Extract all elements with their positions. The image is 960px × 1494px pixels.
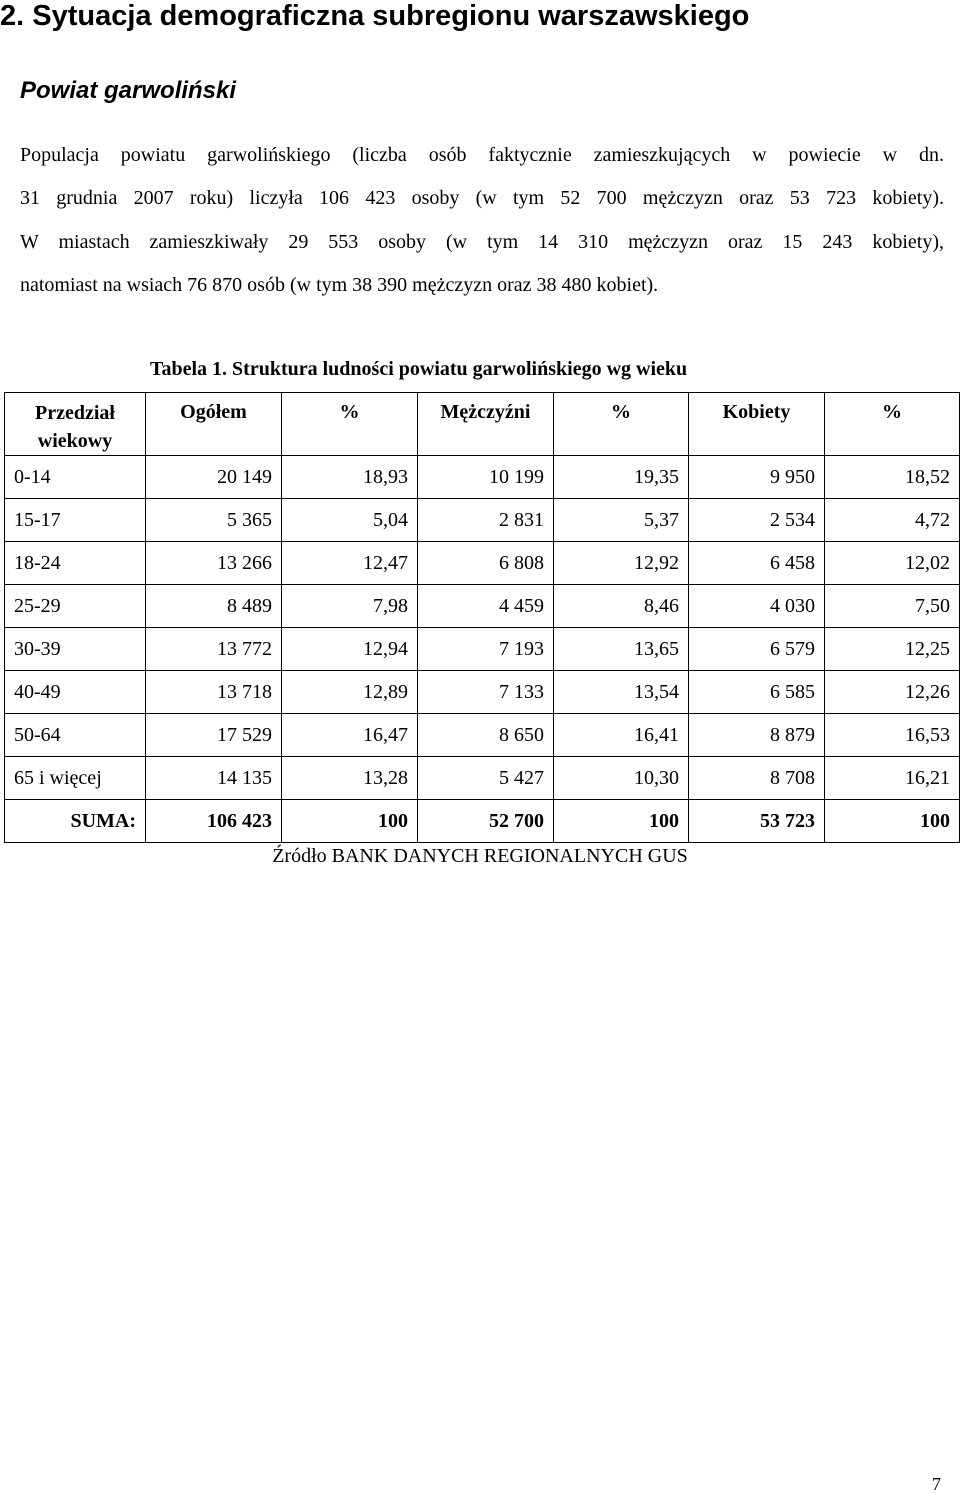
cell-men: 4 459 <box>418 585 554 628</box>
cell-age-range: 15-17 <box>5 499 146 542</box>
cell-total: 17 529 <box>146 714 282 757</box>
page-number: 7 <box>932 1474 941 1494</box>
cell-women-percent: 16,53 <box>825 714 960 757</box>
cell-total: 8 489 <box>146 585 282 628</box>
cell-men: 10 199 <box>418 456 554 499</box>
cell-age-range: 50-64 <box>5 714 146 757</box>
cell-total: 13 266 <box>146 542 282 585</box>
cell-total-percent: 12,94 <box>282 628 418 671</box>
cell-total-percent: 18,93 <box>282 456 418 499</box>
cell-sum-label: SUMA: <box>5 800 146 843</box>
cell-total: 13 772 <box>146 628 282 671</box>
cell-women: 8 879 <box>689 714 825 757</box>
section-heading: 2. Sytuacja demograficzna subregionu warszawskiego <box>0 0 750 32</box>
cell-total-percent: 13,28 <box>282 757 418 800</box>
cell-men-percent: 16,41 <box>554 714 689 757</box>
age-structure-table <box>4 392 960 843</box>
cell-women: 6 585 <box>689 671 825 714</box>
cell-women-percent: 12,02 <box>825 542 960 585</box>
cell-women: 9 950 <box>689 456 825 499</box>
table-header-row <box>5 393 960 456</box>
cell-sum-total-percent: 100 <box>282 800 418 843</box>
cell-total: 5 365 <box>146 499 282 542</box>
cell-total-percent: 12,47 <box>282 542 418 585</box>
paragraph-line: natomiast na wsiach 76 870 osób (w tym 38 390 mężczyzn oraz 38 480 kobiet). <box>20 274 659 296</box>
cell-age-range: 65 i więcej <box>5 757 146 800</box>
cell-total: 14 135 <box>146 757 282 800</box>
cell-men-percent: 13,65 <box>554 628 689 671</box>
cell-men-percent: 8,46 <box>554 585 689 628</box>
paragraph-line: 31 grudnia 2007 roku) liczyła 106 423 osoby (w tym 52 700 mężczyzn oraz 53 723 kobiety). <box>20 187 944 209</box>
cell-sum-women-percent: 100 <box>825 800 960 843</box>
cell-women: 6 579 <box>689 628 825 671</box>
table-row <box>5 628 960 671</box>
cell-age-range: 25-29 <box>5 585 146 628</box>
cell-men-percent: 19,35 <box>554 456 689 499</box>
header-men: Mężczyźni <box>418 393 554 456</box>
cell-men: 7 193 <box>418 628 554 671</box>
cell-total-percent: 12,89 <box>282 671 418 714</box>
header-total-percent: % <box>282 393 418 456</box>
paragraph-line: W miastach zamieszkiwały 29 553 osoby (w tym 14 310 mężczyzn oraz 15 243 kobiety), <box>20 231 944 253</box>
cell-total-percent: 16,47 <box>282 714 418 757</box>
source-note: Źródło BANK DANYCH REGIONALNYCH GUS <box>272 845 688 867</box>
cell-women: 6 458 <box>689 542 825 585</box>
cell-women-percent: 12,25 <box>825 628 960 671</box>
cell-women-percent: 16,21 <box>825 757 960 800</box>
table-row <box>5 585 960 628</box>
table-row <box>5 499 960 542</box>
header-women: Kobiety <box>689 393 825 456</box>
cell-men: 2 831 <box>418 499 554 542</box>
table-row <box>5 757 960 800</box>
cell-women: 8 708 <box>689 757 825 800</box>
cell-women-percent: 7,50 <box>825 585 960 628</box>
header-age-range: Przedział wiekowy <box>5 393 146 456</box>
header-men-percent: % <box>554 393 689 456</box>
cell-men: 7 133 <box>418 671 554 714</box>
cell-men: 6 808 <box>418 542 554 585</box>
cell-women: 2 534 <box>689 499 825 542</box>
cell-total: 20 149 <box>146 456 282 499</box>
paragraph-line: Populacja powiatu garwolińskiego (liczba osób faktycznie zamieszkujących w powiecie w dn. <box>20 144 944 166</box>
cell-total-percent: 7,98 <box>282 585 418 628</box>
cell-men-percent: 10,30 <box>554 757 689 800</box>
cell-sum-men-percent: 100 <box>554 800 689 843</box>
cell-women-percent: 4,72 <box>825 499 960 542</box>
table-row <box>5 671 960 714</box>
cell-men-percent: 13,54 <box>554 671 689 714</box>
table-sum-row <box>5 800 960 843</box>
header-total: Ogółem <box>146 393 282 456</box>
table-row <box>5 542 960 585</box>
cell-women-percent: 18,52 <box>825 456 960 499</box>
cell-sum-total: 106 423 <box>146 800 282 843</box>
cell-age-range: 40-49 <box>5 671 146 714</box>
cell-women: 4 030 <box>689 585 825 628</box>
table-row <box>5 456 960 499</box>
cell-age-range: 18-24 <box>5 542 146 585</box>
cell-sum-men: 52 700 <box>418 800 554 843</box>
cell-men-percent: 12,92 <box>554 542 689 585</box>
table-row <box>5 714 960 757</box>
cell-men-percent: 5,37 <box>554 499 689 542</box>
header-women-percent: % <box>825 393 960 456</box>
cell-total-percent: 5,04 <box>282 499 418 542</box>
table-caption: Tabela 1. Struktura ludności powiatu garwolińskiego wg wieku <box>150 358 688 380</box>
cell-men: 5 427 <box>418 757 554 800</box>
cell-sum-women: 53 723 <box>689 800 825 843</box>
cell-age-range: 0-14 <box>5 456 146 499</box>
cell-total: 13 718 <box>146 671 282 714</box>
cell-age-range: 30-39 <box>5 628 146 671</box>
cell-women-percent: 12,26 <box>825 671 960 714</box>
county-subheading: Powiat garwoliński <box>20 77 237 104</box>
cell-men: 8 650 <box>418 714 554 757</box>
